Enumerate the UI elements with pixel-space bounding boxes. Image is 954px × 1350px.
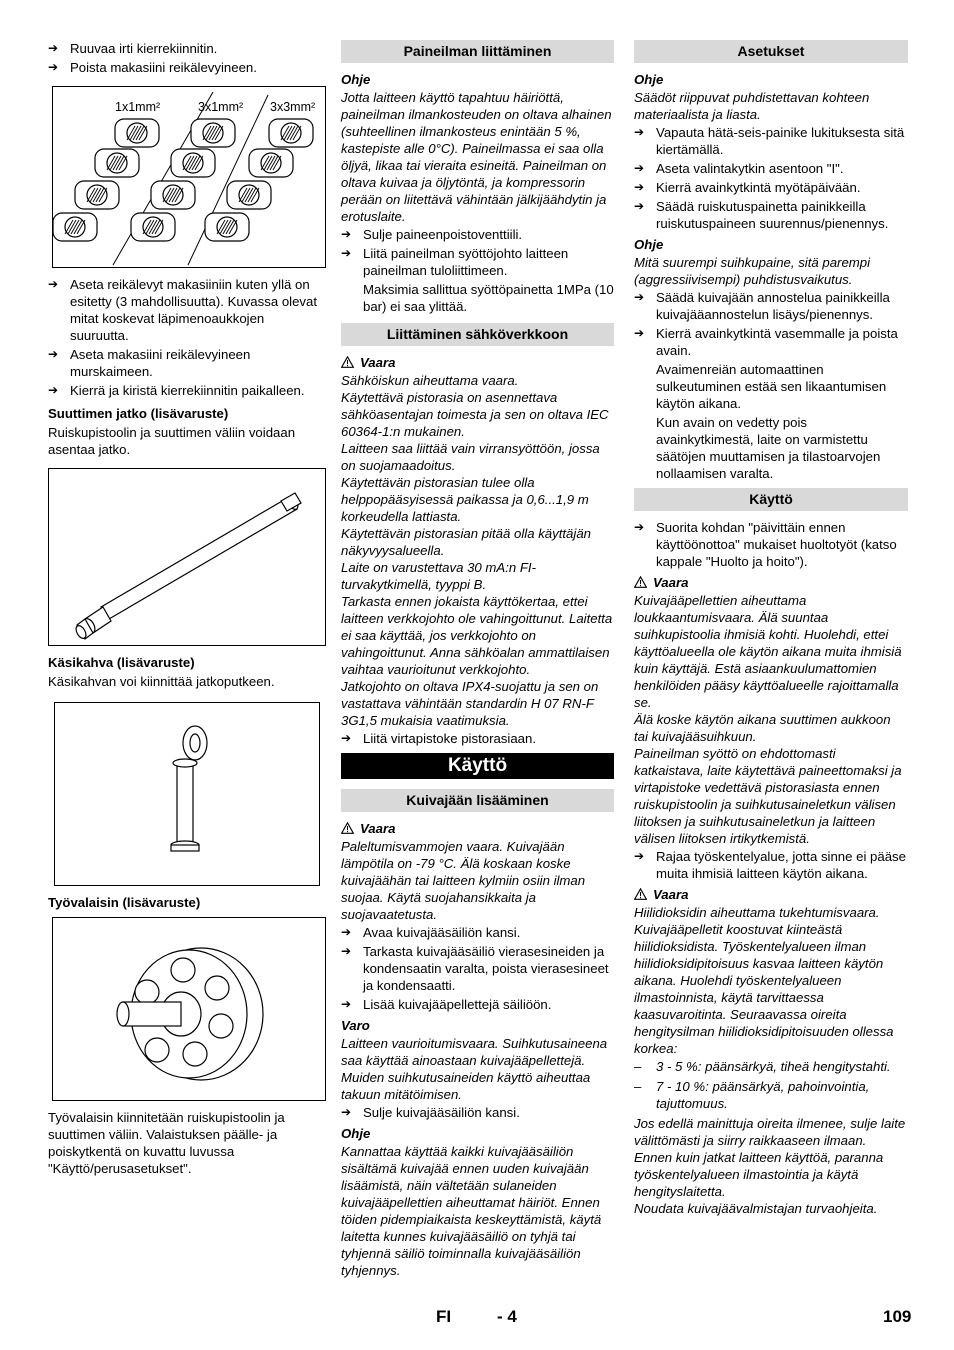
perforated-plates-drawing [53,87,325,267]
step: ➔ Ruuvaa irti kierrekiinnitin. [48,41,218,56]
danger-label: Vaara [634,886,908,903]
fig-label-3x1: 3x1mm² [198,100,244,114]
hand-grip-heading: Käsikahva (lisävaruste) [48,655,195,670]
caution-label: Varo [341,1018,370,1033]
danger-label: Vaara [341,820,614,837]
section-mains-connection: Liittäminen sähköverkkoon [341,323,614,346]
step: ➔ Poista makasiini reikälevyineen. [48,60,257,75]
danger-text: Hiilidioksidin aiheuttama tukehtumisvaara. Kuivajääpelletit koostuvat kiinteästä hiilidioksidista. Työskentelyalueen ilman hiilidioksidipitoisuus kasvaa laitteen käytön aikana. Huolehdi työskentelyalueen ilmastoinnista, käytä tarvittaessa kaasuvaroitinta. Seuraavassa oireita hengitysilman hiilidioksidipitoisuuden ollessa korkea: [634,905,894,1056]
nozzle-extension-figure [48,468,326,646]
perforated-plates-figure [52,86,326,268]
footer-page-number: 109 [883,1307,912,1326]
note-label: Ohje [341,1126,371,1141]
nozzle-extension-text: Ruiskupistoolin ja suuttimen väliin voidaan asentaa jatko. [48,425,296,457]
warning-triangle-icon [341,822,354,834]
step: ➔ Kierrä avainkytkintä myötäpäivään. [634,180,861,195]
footer-language: FI [436,1307,452,1326]
arrow-icon: ➔ [634,199,645,213]
step: ➔ Aseta valintakytkin asentoon "I". [634,161,844,176]
arrow-icon: ➔ [634,290,645,304]
note-label: Ohje [341,72,371,87]
work-light-text: Työvalaisin kiinnitetään ruiskupistoolin ja suuttimen väliin. Valaistuksen päälle- ja poiskytkentä on kuvattu luvussa "Käyttö/perusasetukset". [48,1110,285,1176]
arrow-icon: ➔ [341,246,352,260]
work-light-drawing [53,918,325,1100]
caution-text: Laitteen vaurioitumisvaara. Suihkutusaineena saa käyttää ainoastaan kuivajääpellettejä. Muiden suihkutusaineiden käyttö aiheuttaa takuun mitätöimisen. [341,1036,608,1102]
step: ➔ Sulje paineenpoistoventtiili. [341,227,523,242]
arrow-icon: ➔ [634,180,645,194]
warning-triangle-icon [634,888,647,900]
arrow-icon: ➔ [634,520,645,534]
danger-text: Paleltumisvammojen vaara. Kuivajään lämpötila on -79 °C. Älä koskaan koske kuivajäähän tai laitteen kylmiin osiin ilman suojaa. Käytä suojahansikkaita ja suojavaatetusta. [341,839,586,922]
step: ➔ Sulje kuivajääsäiliön kansi. [341,1105,520,1120]
note-text: Mitä suurempi suihkupaine, sitä parempi (aggressiivisempi) puhdistusvaikutus. [634,255,871,287]
fig-label-3x3: 3x3mm² [270,100,316,114]
arrow-icon: ➔ [341,1105,352,1119]
note-label: Ohje [634,237,664,252]
hand-grip-figure [54,702,320,886]
warning-triangle-icon [634,576,647,588]
arrow-icon: ➔ [48,41,59,55]
closing-text: Jos edellä mainittuja oireita ilmenee, sulje laite välittömästi ja siirry raikkaaseen ilmaan. Ennen kuin jatkat laitteen käyttöä, paranna työskentelyalueen ilmastointia ja käytä hengityslaitetta. Noudata kuivajäävalmistajan turvaohjeita. [634,1116,906,1216]
step: ➔ Aseta makasiini reikälevyineen murskaimeen. [48,347,251,379]
step: ➔ Avaa kuivajääsäiliön kansi. [341,925,521,940]
arrow-icon: ➔ [634,849,645,863]
step: ➔ Säädä kuivajään annostelua painikkeilla kuivajääannostelun lisäys/pienennys. [634,290,890,322]
warning-triangle-icon [341,356,354,368]
step: ➔ Kierrä ja kiristä kierrekiinnitin paikalleen. [48,383,305,398]
section-compressed-air: Paineilman liittäminen [341,40,614,63]
arrow-icon: ➔ [341,997,352,1011]
arrow-icon: ➔ [634,161,645,175]
indented-note: Avaimenreiän automaattinen sulkeutuminen estää sen likaantumisen käytön aikana. [656,362,887,411]
section-add-dry-ice: Kuivajään lisääminen [341,789,614,812]
nozzle-extension-heading: Suuttimen jatko (lisävaruste) [48,406,229,421]
step: ➔ Liitä virtapistoke pistorasiaan. [341,731,536,746]
arrow-icon: ➔ [48,277,59,291]
nozzle-extension-drawing [49,469,325,645]
step: ➔ Tarkasta kuivajääsäiliö vierasesineiden ja kondensaatin varalta, poista vierasesineet ja kondensaatti. [341,944,609,993]
fig-label-1x1: 1x1mm² [115,100,161,114]
arrow-icon: ➔ [634,326,645,340]
chapter-operation: Käyttö [341,753,614,779]
note-text: Säädöt riippuvat puhdistettavan kohteen materiaalista ja liasta. [634,90,870,122]
section-operation: Käyttö [634,488,908,511]
note-label: Ohje [634,72,664,87]
arrow-icon: ➔ [341,944,352,958]
step: ➔ Rajaa työskentelyalue, jotta sinne ei pääse muita ihmisiä laitteen käytön aikana. [634,849,906,881]
danger-label: Vaara [341,354,614,371]
arrow-icon: ➔ [48,60,59,74]
step: ➔ Säädä ruiskutuspainetta painikkeilla ruiskutuspaineen suurennus/pienennys. [634,199,889,231]
step: ➔ Kierrä avainkytkintä vasemmalle ja poista avain. [634,326,898,358]
step: ➔ Liitä paineilman syöttöjohto laitteen paineilman tuloliittimeen. [341,246,569,278]
work-light-heading: Työvalaisin (lisävaruste) [48,895,201,910]
indented-note: Kun avain on vedetty pois avainkytkimestä, laite on varmistettu säätöjen muuttamisen ja tilastoarvojen nollaamisen varalta. [656,415,881,481]
hand-grip-drawing [55,703,319,885]
note-text: Kannattaa käyttää kaikki kuivajääsäiliön sisältämä kuivajää ennen uuden kuivajään lisäämistä, näin vältetään sulaneiden kuivajääpellettien aiheuttamat häiriöt. Ennen töiden pidempiaikaista keskeyttämistä, käytä laitetta kunnes kuivajääsäiliö on tyhjä tai tyhjennä säiliö toiminnalla kuivajääsäiliön tyhjennys. [341,1144,602,1278]
arrow-icon: ➔ [48,347,59,361]
column-1 [48,40,326,1178]
step: ➔ Aseta reikälevyt makasiiniin kuten yllä on esitetty (3 mahdollisuutta). Kuvassa olevat mitat koskevat läpimenoaukkojen suuruutta. [48,277,318,343]
danger-text: Sähköiskun aiheuttama vaara. Käytettävä pistorasia on asennettava sähköasentajan toimesta ja sen on oltava IEC 60364-1:n mukainen. Laitteen saa liittää vain virransyöttöön, jossa on suojamaadoitus. Käytettävän pistorasian tulee olla helppopääsyisessä paikassa ja 0,6...1,9 m korkeudella lattiasta. Käytettävän pistorasian pitää olla käyttäjän näkyvyysalueella. Laite on varustettava 30 mA:n FI-turvakytkimellä, tyyppi B. Tarkasta ennen jokaista käyttökertaa, ettei laitteen verkkojohto ole vahingoittunut. Laitetta ei saa käyttää, jos verkkojohto on vahingoittunut. Anna sähköalan ammattilaisen vaihtaa vaurioitunut verkkojohto. Jatkojohto on oltava IPX4-suojattu ja sen on vastattava vähintään standardin H 07 RN-F 3G1,5 mukaisia vaatimuksia. [341,373,613,728]
column-2 [341,40,614,1280]
step: ➔ Suorita kohdan "päivittäin ennen käyttöönottoa" mukaiset huoltotyöt (katso kappale "Huolto ja hoito"). [634,520,897,569]
work-light-figure [52,917,326,1101]
arrow-icon: ➔ [341,925,352,939]
arrow-icon: ➔ [48,383,59,397]
section-settings: Asetukset [634,40,908,63]
indented-note: Maksimia sallittua syöttöpainetta 1MPa (10 bar) ei saa ylittää. [363,282,614,314]
list-item: – 7 - 10 %: päänsärkyä, pahoinvointia, tajuttomuus. [634,1079,870,1111]
footer-page-local: - 4 [497,1307,517,1326]
arrow-icon: ➔ [634,125,645,139]
step: ➔ Lisää kuivajääpellettejä säiliöön. [341,997,552,1012]
danger-label: Vaara [634,574,908,591]
note-text: Jotta laitteen käyttö tapahtuu häiriöttä, paineilman ilmankosteuden on oltava alhainen (suhteellinen ilmankosteus enintään 5 %, kastepiste alle 0°C). Paineilmassa ei saa olla öljyä, likaa tai vieraita esineitä. Paineilman on oltava kuivaa ja öljytöntä, ja kompressorin perään on liitettävä vähintään jälkijäähdytin ja erotuslaite. [341,90,612,224]
arrow-icon: ➔ [341,731,352,745]
danger-text: Kuivajääpellettien aiheuttama loukkaantumisvaara. Älä suuntaa suihkupistoolia ihmisiä kohti. Huolehdi, ettei käyttöalueella ole käytön aikana muita ihmisiä kuin käyttäjä. Estä asiaankuulumattomien henkilöiden pääsy käyttöalueelle rajoittamalla se. Älä koske käytön aikana suuttimen aukkoon tai kuivajääsuihkuun. Paineilman syöttö on ehdottomasti katkaistava, laite käytettävä paineettomaksi ja virtapistoke vedettävä pistorasiasta ennen ruiskupistoolin ja suihkutusaineletkun välisen liitoksen ja suihkutusaineletkun ja laitteen välisen liitoksen irtikytkemistä. [634,593,902,846]
hand-grip-text: Käsikahvan voi kiinnittää jatkoputkeen. [48,674,275,689]
arrow-icon: ➔ [341,227,352,241]
list-item: – 3 - 5 %: päänsärkyä, tiheä hengitystahti. [634,1059,891,1074]
step: ➔ Vapauta hätä-seis-painike lukituksesta sitä kiertämällä. [634,125,905,157]
column-3 [634,40,908,1218]
